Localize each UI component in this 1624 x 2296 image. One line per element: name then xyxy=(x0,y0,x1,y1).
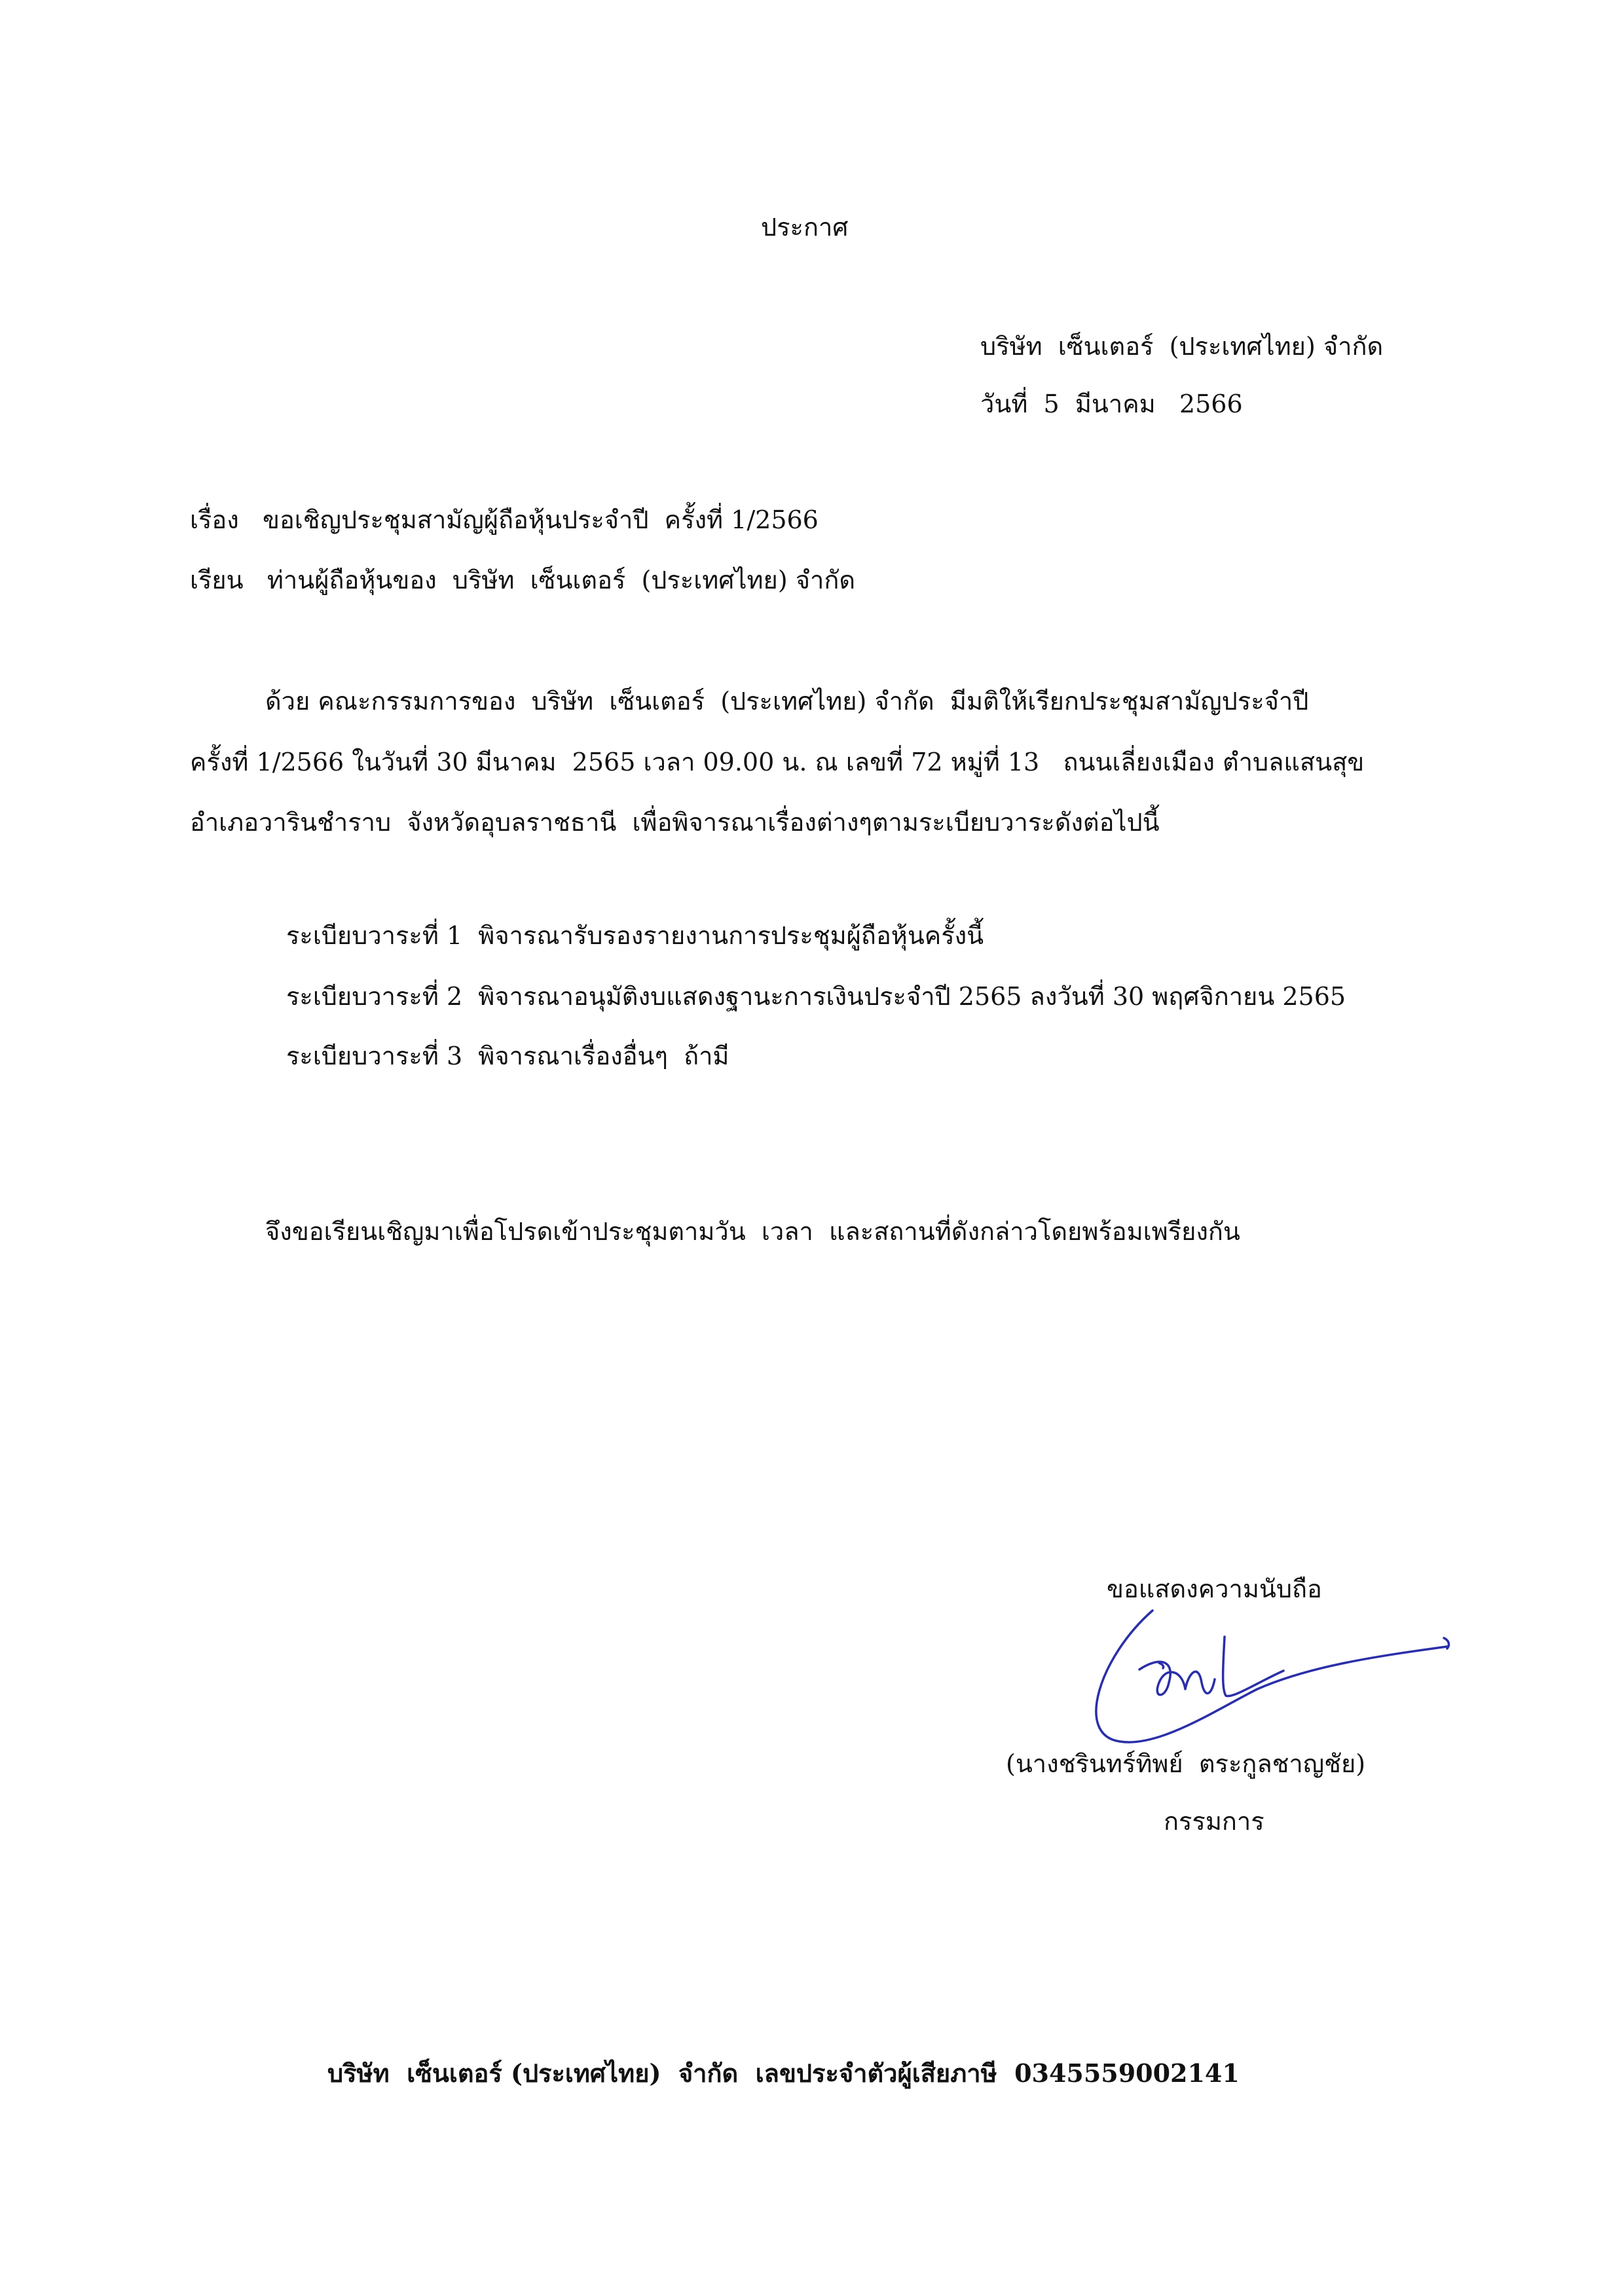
signer-name: (นางชรินทร์ทิพย์ ตระกูลชาญชัย) xyxy=(1006,1749,1366,1778)
subject-line: เรื่อง ขอเชิญประชุมสามัญผู้ถือหุ้นประจำปี ครั้งที่ 1/2566 xyxy=(190,505,819,534)
agenda-item: ระเบียบวาระที่ 2 พิจารณาอนุมัติงบแสดงฐานะการเงินประจำปี 2565 ลงวันที่ 30 พฤศจิกายน 2565 xyxy=(286,982,1346,1011)
closing-paragraph: จึงขอเรียนเชิญมาเพื่อโปรดเข้าประชุมตามวัน เวลา และสถานที่ดังกล่าวโดยพร้อมเพรียงกัน xyxy=(265,1217,1240,1246)
body-line: ครั้งที่ 1/2566 ในวันที่ 30 มีนาคม 2565 เวลา 09.00 น. ณ เลขที่ 72 หมู่ที่ 13 ถนนเลี่ยงเมือง ตำบลแสนสุข xyxy=(190,748,1365,776)
body-line: ด้วย คณะกรรมการของ บริษัท เซ็นเตอร์ (ประเทศไทย) จำกัด มีมติให้เรียกประชุมสามัญประจำปี xyxy=(265,687,1309,716)
salutation-line: เรียน ท่านผู้ถือหุ้นของ บริษัท เซ็นเตอร์ (ประเทศไทย) จำกัด xyxy=(190,566,856,594)
signer-position: กรรมการ xyxy=(1164,1807,1264,1836)
agenda-item: ระเบียบวาระที่ 3 พิจารณาเรื่องอื่นๆ ถ้ามี xyxy=(286,1042,729,1070)
header-date: วันที่ 5 มีนาคม 2566 xyxy=(980,390,1243,418)
body-line: อำเภอวารินชำราบ จังหวัดอุบลราชธานี เพื่อพิจารณาเรื่องต่างๆตามระเบียบวาระดังต่อไปนี้ xyxy=(190,808,1160,837)
announcement-title: ประกาศ xyxy=(761,213,849,242)
header-company: บริษัท เซ็นเตอร์ (ประเทศไทย) จำกัด xyxy=(980,332,1384,361)
closing-phrase: ขอแสดงความนับถือ xyxy=(1107,1575,1322,1603)
agenda-item: ระเบียบวาระที่ 1 พิจารณารับรองรายงานการประชุมผู้ถือหุ้นครั้งนี้ xyxy=(286,921,984,950)
footer-company-tax-id: บริษัท เซ็นเตอร์ (ประเทศไทย) จำกัด เลขประจำตัวผู้เสียภาษี 0345559002141 xyxy=(327,2058,1240,2088)
